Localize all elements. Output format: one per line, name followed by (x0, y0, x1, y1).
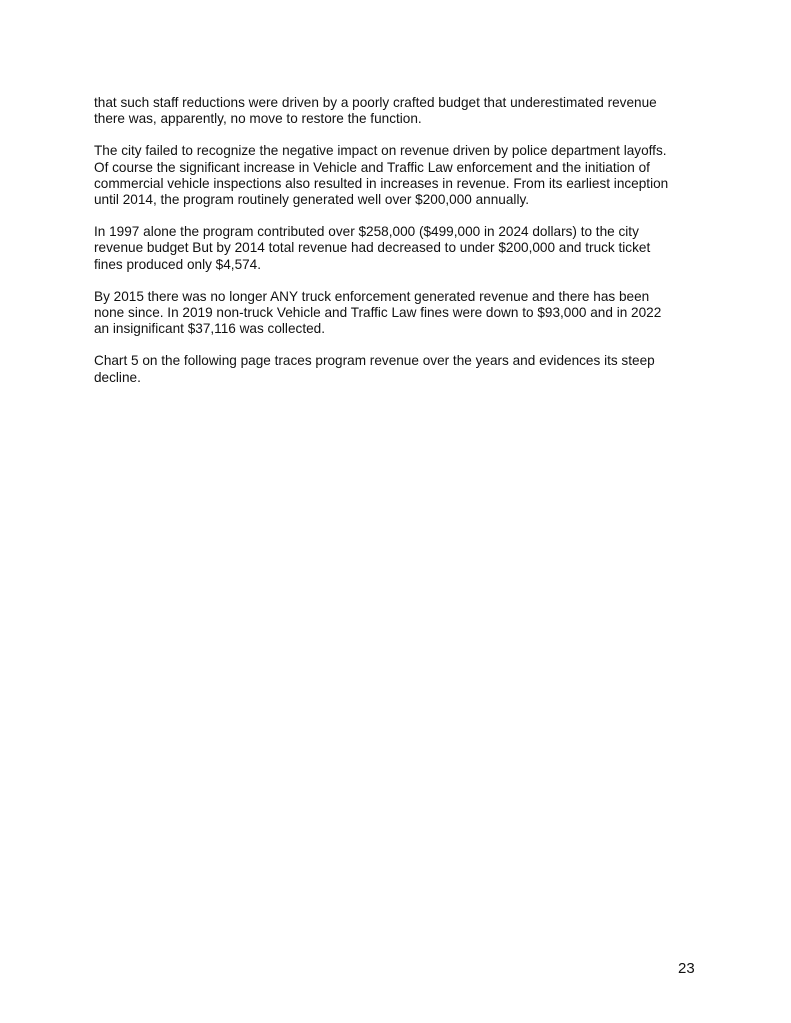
paragraph-4 (94, 289, 704, 338)
text-line: Chart 5 on the following page traces program revenue over the years and evidences its steep (94, 353, 655, 369)
text-line: revenue budget But by 2014 total revenue had decreased to under $200,000 and truck ticket (94, 240, 651, 256)
paragraph-3 (94, 224, 704, 273)
paragraph-1 (94, 95, 704, 127)
body-text (94, 95, 704, 402)
text-line: By 2015 there was no longer ANY truck enforcement generated revenue and there has been (94, 288, 650, 304)
text-line: decline. (94, 369, 141, 385)
paragraph-2 (94, 143, 704, 208)
text-line: there was, apparently, no move to restore the function. (94, 111, 422, 127)
text-line: In 1997 alone the program contributed over $258,000 ($499,000 in 2024 dollars) to the city (94, 224, 639, 240)
text-line: commercial vehicle inspections also resulted in increases in revenue. From its earliest inception (94, 175, 669, 191)
text-line: Of course the significant increase in Vehicle and Traffic Law enforcement and the initiation of (94, 159, 650, 175)
text-line: fines produced only $4,574. (94, 256, 262, 272)
text-line: an insignificant $37,116 was collected. (94, 321, 325, 337)
text-line: The city failed to recognize the negative impact on revenue driven by police department layoffs. (94, 143, 667, 159)
page-number: 23 (678, 960, 695, 977)
text-line: until 2014, the program routinely generated well over $200,000 annually. (94, 192, 530, 208)
paragraph-5 (94, 353, 704, 385)
text-line: that such staff reductions were driven by a poorly crafted budget that underestimated revenue (94, 95, 657, 110)
text-line: none since. In 2019 non-truck Vehicle and Traffic Law fines were down to $93,000 and in 2022 (94, 305, 662, 321)
